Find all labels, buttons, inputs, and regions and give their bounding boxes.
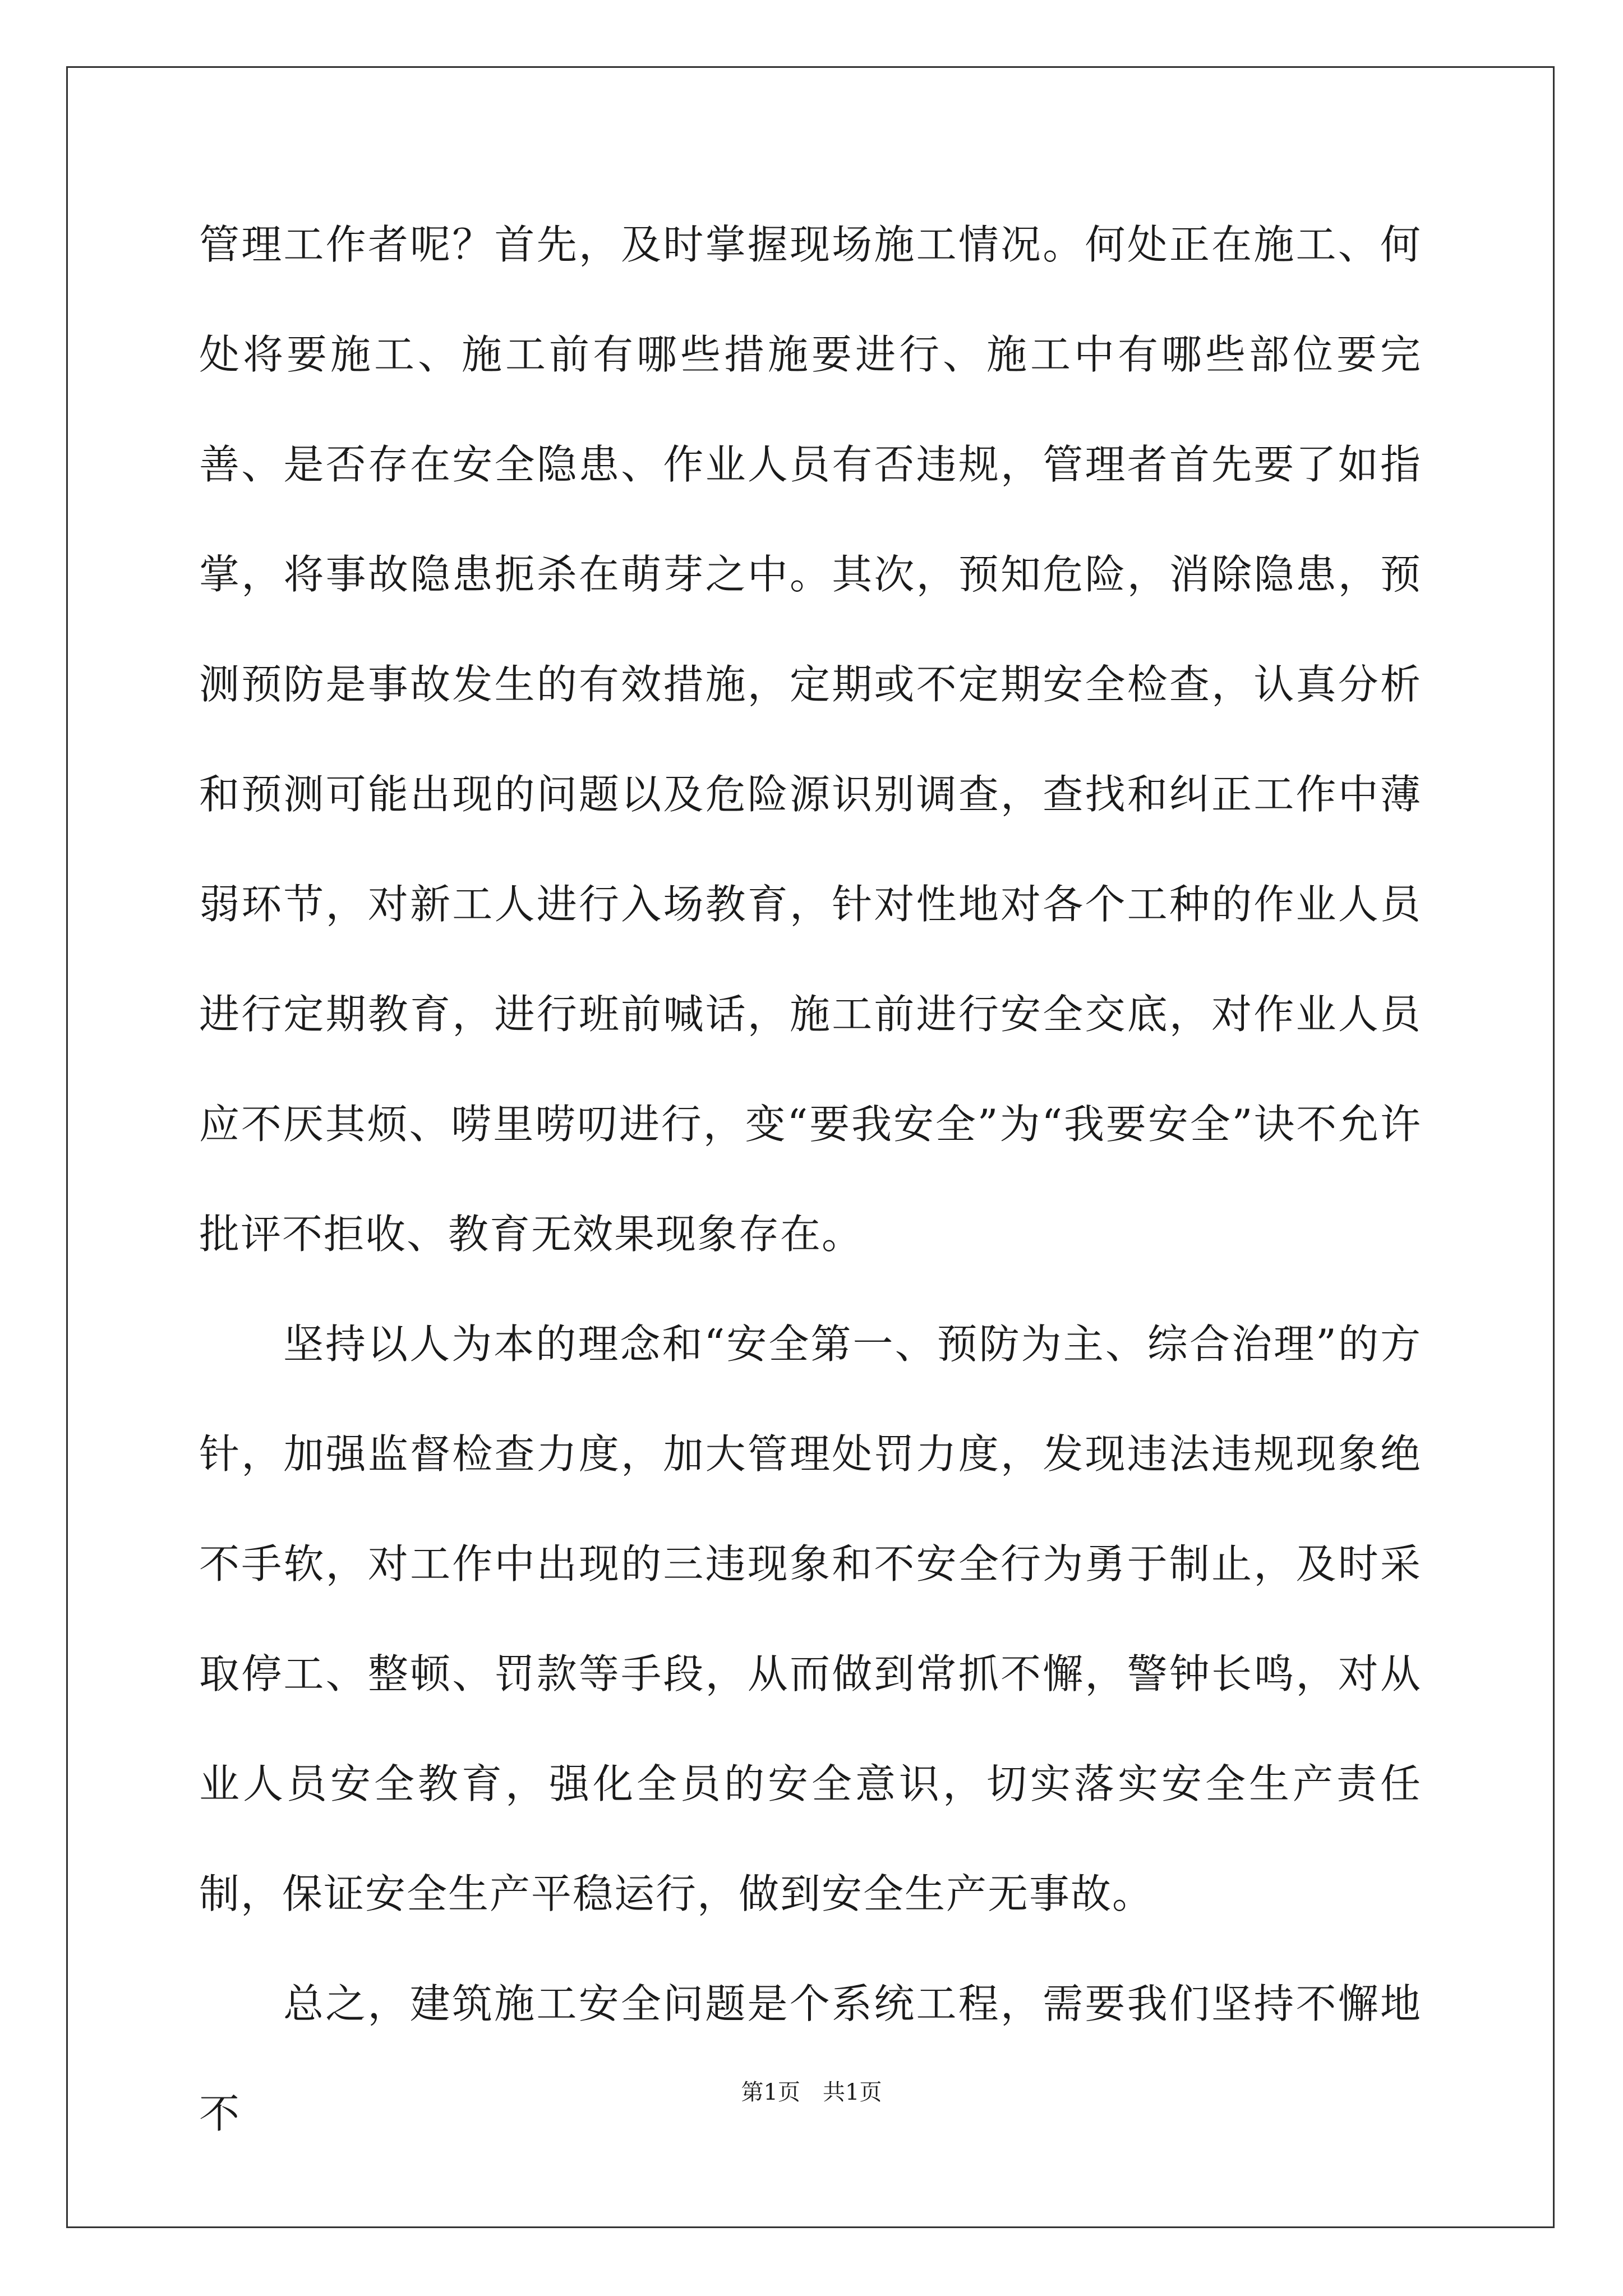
- paragraph-3: 总之，建筑施工安全问题是个系统工程，需要我们坚持不懈地不: [199, 1980, 1422, 2137]
- paragraph-2: 坚持以人为本的理念和“安全第一、预防为主、综合治理”的方针，加强监督检查力度，加大管理处罚力度，发现违法违规现象绝不手软，对工作中出现的三违现象和不安全行为勇于制止，及时采取停工、整顿、罚款等手段，从而做到常抓不懈，警钟长鸣，对从业人员安全教育，强化全员的安全意识，切实落实安全生产责任制，保证安全生产平稳运行，做到安全生产无事故。: [199, 1320, 1422, 1917]
- paragraph-1: 管理工作者呢？首先，及时掌握现场施工情况。何处正在施工、何处将要施工、施工前有哪些措施要进行、施工中有哪些部位要完善、是否存在安全隐患、作业人员有否违规，管理者首先要了如指掌，将事故隐患扼杀在萌芽之中。其次，预知危险，消除隐患，预测预防是事故发生的有效措施，定期或不定期安全检查，认真分析和预测可能出现的问题以及危险源识别调查，查找和纠正工作中薄弱环节，对新工人进行入场教育，针对性地对各个工种的作业人员进行定期教育，进行班前喊话，施工前进行安全交底，对作业人员应不厌其烦、唠里唠叨进行，变“要我安全”为“我要安全”诀不允许批评不拒收、教育无效果现象存在。: [199, 221, 1422, 1258]
- document-body: [199, 190, 1422, 2169]
- page-number: 第1页: [741, 2079, 800, 2105]
- page-total: 共1页: [823, 2079, 882, 2105]
- page-footer: [0, 2074, 1623, 2106]
